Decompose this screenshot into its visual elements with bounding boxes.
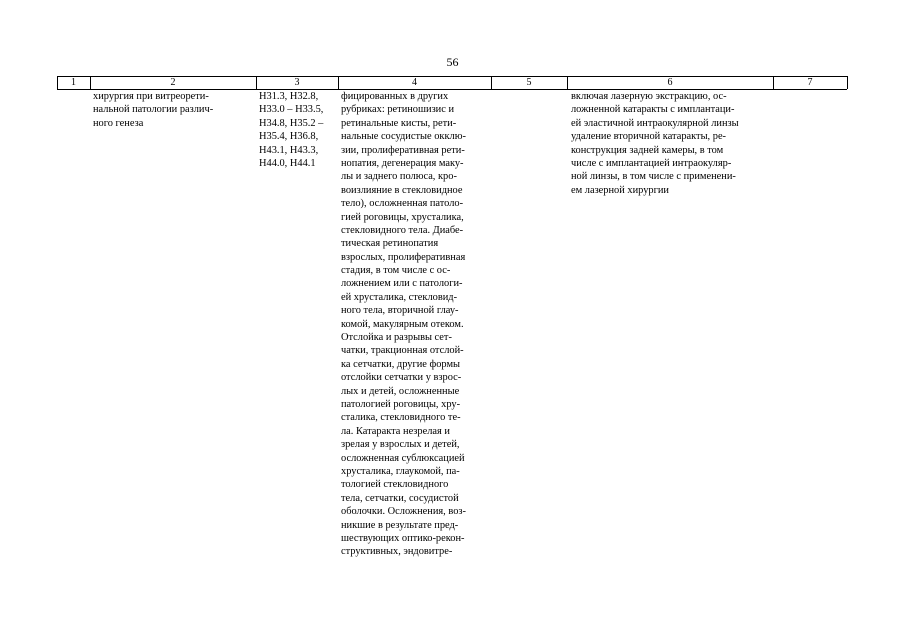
text-line: чатки, тракционная отслой-: [341, 345, 464, 357]
column-header-7: 7: [807, 77, 813, 88]
text-line: Н35.4, Н36.8,: [259, 131, 319, 143]
text-line: осложненная сублюксацией: [341, 452, 465, 464]
text-line: стадия, в том числе с ос-: [341, 265, 451, 277]
text-line: Отслойка и разрывы сет-: [341, 332, 452, 344]
text-line: хирургия при витреорети-: [93, 91, 209, 102]
text-line: гией роговицы, хрусталика,: [341, 211, 464, 223]
column-header-5: 5: [526, 77, 532, 88]
text-line: тело), осложненная патоло-: [341, 198, 464, 210]
text-line: Н44.0, Н44.1: [259, 157, 316, 169]
text-line: структивных, эндовитре-: [341, 546, 453, 558]
text-line: Н34.8, Н35.2 –: [259, 117, 324, 129]
text-line: числе с имплантацией интраокуляр-: [571, 157, 732, 169]
text-line: нальной патологии различ-: [93, 104, 214, 116]
text-line: комой, макулярным отеком.: [341, 318, 464, 330]
cell-diagnosis-description: [341, 90, 488, 559]
text-line: Н31.3, Н32.8,: [259, 91, 319, 102]
text-line: никшие в результате пред-: [341, 519, 459, 531]
text-line: ка сетчатки, другие формы: [341, 358, 460, 370]
text-line: включая лазерную экстракцию, ос-: [571, 91, 727, 102]
text-line: ной линзы, в том числе с применени-: [571, 171, 736, 183]
text-line: зрелая у взрослых и детей,: [341, 439, 460, 451]
text-line: хрусталика, глаукомой, па-: [341, 465, 460, 477]
text-line: тела, сетчатки, сосудистой: [341, 492, 459, 504]
column-header-2: 2: [170, 77, 176, 88]
text-line: тическая ретинопатия: [341, 238, 439, 250]
text-line: конструкция задней камеры, в том: [571, 144, 724, 156]
column-header-4: 4: [412, 77, 417, 88]
text-line: патологией роговицы, хру-: [341, 398, 461, 410]
text-line: ей хрусталика, стекловид-: [341, 291, 458, 303]
text-line: ла. Катаракта незрелая и: [341, 425, 450, 437]
text-line: лы и заднего полюса, кро-: [341, 171, 457, 183]
text-line: Н33.0 – Н33.5,: [259, 104, 324, 116]
text-line: отслойки сетчатки у взрос-: [341, 372, 462, 384]
text-line: ложненной катаракты с имплантаци-: [571, 104, 735, 116]
text-line: оболочки. Осложнения, воз-: [341, 506, 466, 518]
text-line: ного генеза: [93, 117, 144, 129]
column-divider: [847, 76, 848, 89]
text-line: ей эластичной интраокулярной линзы: [571, 117, 739, 129]
column-header-1: 1: [71, 77, 76, 88]
text-line: шествующих оптико-рекон-: [341, 532, 465, 544]
text-line: нопатия, дегенерация маку-: [341, 157, 464, 169]
text-line: взрослых, пролиферативная: [341, 251, 466, 263]
column-header-3: 3: [294, 77, 300, 88]
column-header-6: 6: [667, 77, 673, 88]
text-line: ретинальные кисты, рети-: [341, 117, 457, 129]
text-line: воизлияние в стекловидное: [341, 184, 463, 196]
text-line: стекловидного тела. Диабе-: [341, 224, 464, 236]
cell-intervention-type: [93, 90, 255, 130]
text-line: тологией стекловидного: [341, 479, 449, 491]
text-line: Н43.1, Н43.3,: [259, 144, 319, 156]
text-line: сталика, стекловидного те-: [341, 412, 461, 424]
text-line: удаление вторичной катаракты, ре-: [571, 131, 727, 143]
text-line: ложнением или с патологи-: [341, 278, 463, 290]
text-line: зии, пролиферативная рети-: [341, 144, 465, 156]
text-line: рубриках: ретиношизис и: [341, 104, 455, 116]
cell-treatment-method: [571, 90, 768, 197]
text-line: ем лазерной хирургии: [571, 184, 669, 196]
text-line: ного тела, вторичной глау-: [341, 305, 459, 317]
text-line: лых и детей, осложненные: [341, 385, 460, 397]
page-number: 56: [446, 55, 459, 69]
text-line: нальные сосудистые окклю-: [341, 131, 466, 143]
text-line: фицированных в других: [341, 91, 449, 102]
cell-icd-codes: [259, 90, 336, 170]
